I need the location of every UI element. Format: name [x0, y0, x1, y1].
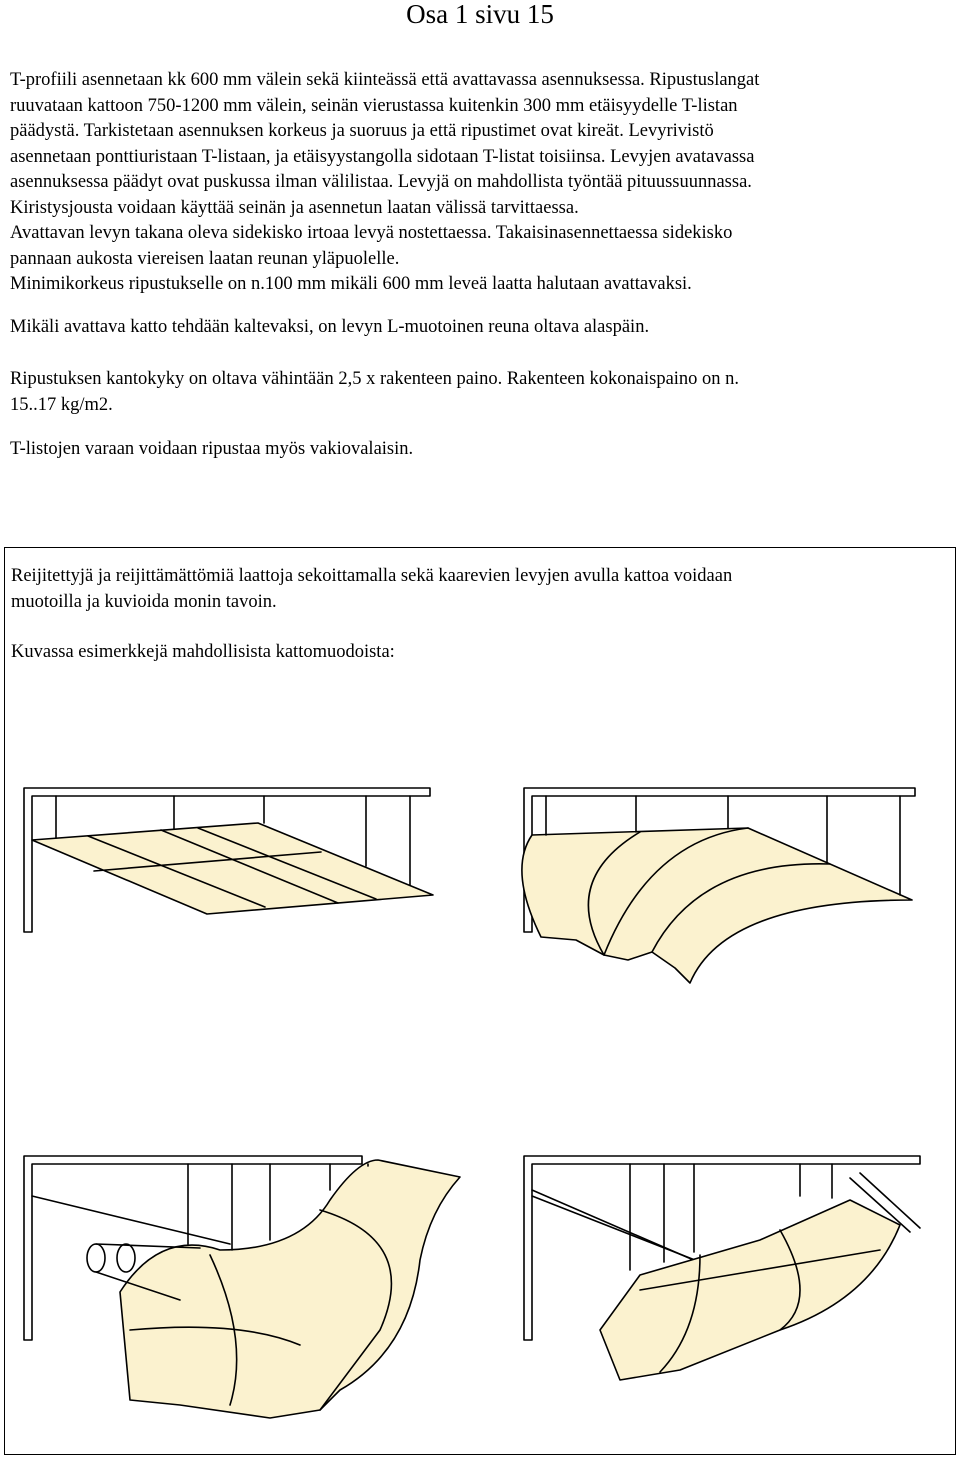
text-line: muotoilla ja kuvioida monin tavoin. — [11, 591, 277, 612]
text-line: Ripustuksen kantokyky on oltava vähintään 2,5 x rakenteen paino. Rakenteen kokonaispaino on n. — [10, 369, 740, 389]
text-line: Avattavan levyn takana oleva sidekisko irtoaa levyä nostettaessa. Takaisinasennettaessa sidekisko — [10, 223, 733, 243]
text-line: Reijitettyjä ja reijittämättömiä laattoja sekoittamalla sekä kaarevien levyjen avulla kattoa voidaan — [11, 566, 733, 586]
curved-panel — [522, 828, 912, 983]
v-panel — [600, 1200, 900, 1380]
text-line: asennetaan ponttiuristaan T-listaan, ja etäisyystangolla sidotaan T-listat toisiinsa. Levyjen avatavassa — [10, 146, 755, 167]
text-line: asennuksessa päädyt ovat puskussa ilman välilistaa. Levyjä on mahdollista työntää pituussuunnassa. — [10, 172, 752, 192]
text-line: Minimikorkeus ripustukselle on n.100 mm mikäli 600 mm leveä laatta halutaan avattavaksi. — [10, 274, 692, 294]
flat-ceiling-figure — [24, 788, 433, 932]
wave-ceiling-figure — [24, 1156, 460, 1418]
v-ceiling-figure — [524, 1156, 920, 1380]
text-line: ruuvataan kattoon 750-1200 mm välein, seinän vierustassa kuitenkin 300 mm etäisyydelle T-listan — [10, 95, 738, 116]
text-line: 15..17 kg/m2. — [10, 394, 113, 415]
curved-ceiling-figure — [522, 788, 915, 983]
text-line: T-listojen varaan voidaan ripustaa myös vakiovalaisin. — [10, 439, 414, 459]
text-line: päädystä. Tarkistetaan asennuksen korkeus ja suoruus ja että ripustimet ovat kireät. Levyrivistö — [10, 121, 714, 141]
text-line: Kuvassa esimerkkejä mahdollisista kattomuodoista: — [11, 642, 395, 662]
ceiling-panels — [32, 823, 433, 914]
text-line: Mikäli avattava katto tehdään kaltevaksi, on levyn L-muotoinen reuna oltava alaspäin. — [10, 317, 650, 337]
wave-panel — [120, 1160, 460, 1418]
text-line: T-profiili asennetaan kk 600 mm välein sekä kiinteässä että avattavassa asennuksessa. Ripustuslangat — [10, 70, 760, 90]
text-line: Kiristysjousta voidaan käyttää seinän ja asennetun laatan välissä tarvittaessa. — [10, 197, 579, 218]
page-title: Osa 1 sivu 15 — [406, 0, 554, 29]
text-line: pannaan aukosta viereisen laatan reunan yläpuolelle. — [10, 248, 400, 269]
